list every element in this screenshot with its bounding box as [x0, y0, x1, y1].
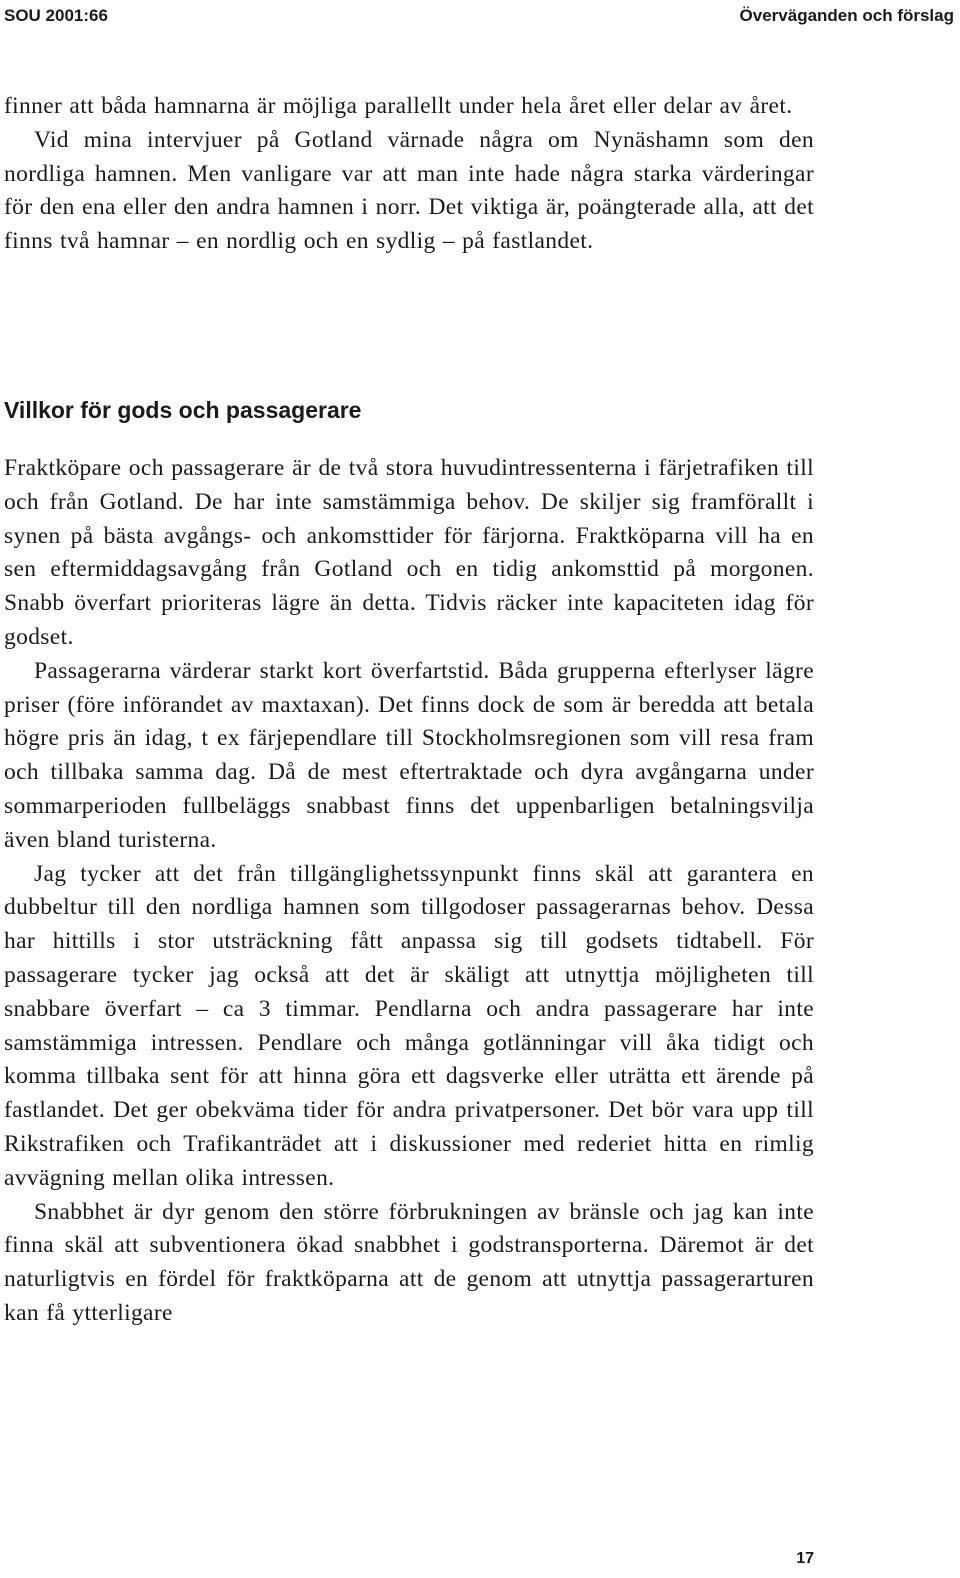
paragraph: Snabbhet är dyr genom den större förbrukningen av bränsle och jag kan inte finna skäl att subventionera ökad snabbhet i godstransporterna. Däremot är det naturligtvis en fördel för fraktköparna att de genom att utnyttja passagerarturen kan få ytterligare — [4, 1198, 814, 1326]
section-body — [4, 452, 814, 1331]
chapter-title: Överväganden och förslag — [739, 6, 954, 25]
report-number: SOU 2001:66 — [4, 6, 108, 25]
section-heading: Villkor för gods och passagerare — [4, 397, 362, 423]
paragraph: finner att båda hamnarna är möjliga parallellt under hela året eller delar av året. — [4, 93, 793, 119]
paragraph: Fraktköpare och passagerare är de två stora huvudintressenterna i färjetrafiken till och från Gotland. De har inte samstämmiga behov. De skiljer sig framförallt i synen på bästa avgångs- och ankomsttider för färjorna. Fraktköparna vill ha en sen eftermiddagsavgång från Gotland och en tidig ankomsttid på morgonen. Snabb överfart prioriteras lägre än detta. Tidvis räcker inte kapaciteten idag för godset. — [4, 455, 814, 650]
running-head — [4, 4, 954, 28]
paragraph: Passagerarna värderar starkt kort överfartstid. Båda grupperna efterlyser lägre priser (före införandet av maxtaxan). Det finns dock de som är beredda att betala högre pris än idag, t ex färjependlare till Stockholmsregionen som vill resa fram och tillbaka samma dag. Då de mest eftertraktade och dyra avgångarna under sommarperioden fullbeläggs snabbast finns det uppenbarligen betalningsvilja även bland turisterna. — [4, 657, 814, 853]
paragraph: Vid mina intervjuer på Gotland värnade några om Nynäshamn som den nordliga hamnen. Men vanligare var att man inte hade några starka värderingar för den ena eller den andra hamnen i norr. Det viktiga är, poängterade alla, att det finns två hamnar – en nordlig och en sydlig – på fastlandet. — [4, 126, 814, 255]
intro-text — [4, 90, 814, 259]
paragraph: Jag tycker att det från tillgänglighetssynpunkt finns skäl att garantera en dubbeltur till den nordliga hamnen som tillgodoser passagerarnas behov. Dessa har hittills i stor utsträckning fått anpassa sig till godsets tidtabell. För passagerare tycker jag också att det är skäligt att utnyttja möjligheten till snabbare överfart – ca 3 timmar. Pendlarna och andra passagerare har inte samstämmiga intressen. Pendlare och många gotlänningar vill åka tidigt och komma tillbaka sent för att hinna göra ett dagsverke eller uträtta ett ärende på fastlandet. Det ger obekväma tider för andra privatpersoner. Det bör vara upp till Rikstrafiken och Trafikanträdet att i diskussioner med rederiet hitta en rimlig avvägning mellan olika intressen. — [4, 860, 814, 1191]
page-number: 17 — [796, 1550, 814, 1567]
